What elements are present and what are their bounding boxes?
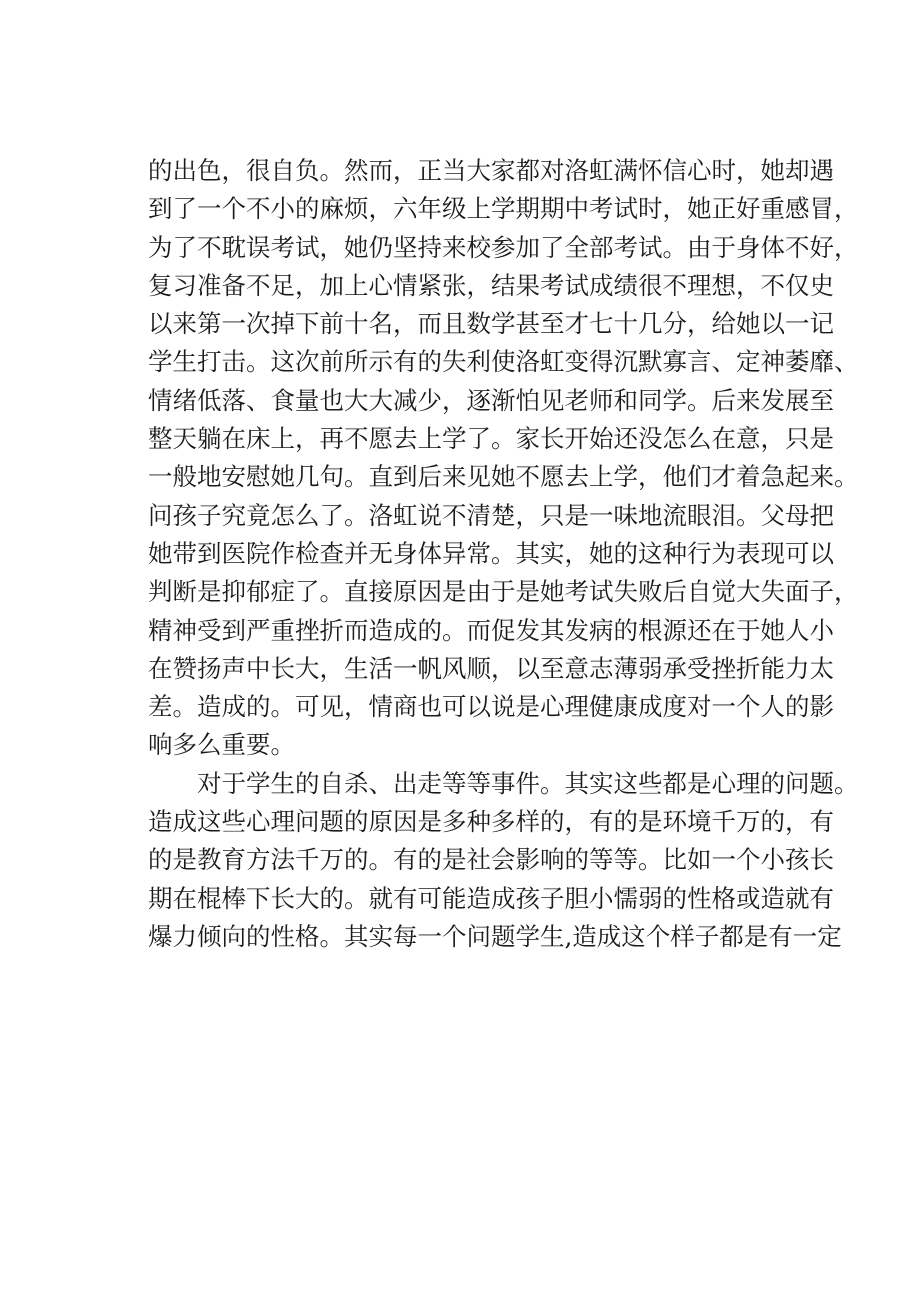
paragraph-1 — [148, 152, 859, 765]
text-line: 造成这些心理问题的原因是多种多样的，有的是环境千万的，有 — [148, 807, 834, 837]
text-line: 到了一个不小的麻烦，六年级上学期期中考试时，她正好重感冒， — [148, 194, 859, 224]
text-line: 对于学生的自杀、出走等等事件。其实这些都是心理的问题。 — [197, 768, 859, 798]
text-line: 复习准备不足，加上心情紧张，结果考试成绩很不理想，不仅史 — [148, 270, 834, 300]
paragraph-2 — [148, 765, 859, 956]
text-line: 问孩子究竟怎么了。洛虹说不清楚，只是一味地流眼泪。父母把 — [148, 500, 834, 530]
text-line: 响多么重要。 — [148, 730, 295, 760]
text-line: 期在棍棒下长大的。就有可能造成孩子胆小懦弱的性格或造就有 — [148, 883, 834, 913]
text-line: 判断是抑郁症了。直接原因是由于是她考试失败后自觉大失面子， — [148, 577, 859, 607]
text-line: 情绪低落、食量也大大减少，逐渐怕见老师和同学。后来发展至 — [148, 385, 834, 415]
text-line: 整天躺在床上，再不愿去上学了。家长开始还没怎么在意，只是 — [148, 424, 834, 454]
text-line: 学生打击。这次前所示有的失利使洛虹变得沉默寡言、定神萎靡、 — [148, 347, 859, 377]
text-line: 精神受到严重挫折而造成的。而促发其发病的根源还在于她人小 — [148, 615, 834, 645]
text-line: 为了不耽误考试，她仍坚持来校参加了全部考试。由于身体不好， — [148, 232, 859, 262]
text-line: 爆力倾向的性格。其实每一个问题学生,造成这个样子都是有一定 — [148, 921, 842, 951]
text-line: 在赞扬声中长大，生活一帆风顺，以至意志薄弱承受挫折能力太 — [148, 653, 834, 683]
text-line: 她带到医院作检查并无身体异常。其实，她的这种行为表现可以 — [148, 538, 834, 568]
text-line: 以来第一次掉下前十名，而且数学甚至才七十几分，给她以一记 — [148, 309, 834, 339]
body-text — [148, 152, 859, 956]
text-line: 的是教育方法千万的。有的是社会影响的等等。比如一个小孩长 — [148, 845, 834, 875]
text-line: 差。造成的。可见，情商也可以说是心理健康成度对一个人的影 — [148, 692, 834, 722]
text-line: 一般地安慰她几句。直到后来见她不愿去上学，他们才着急起来。 — [148, 462, 859, 492]
text-line: 的出色，很自负。然而，正当大家都对洛虹满怀信心时，她却遇 — [148, 156, 834, 185]
